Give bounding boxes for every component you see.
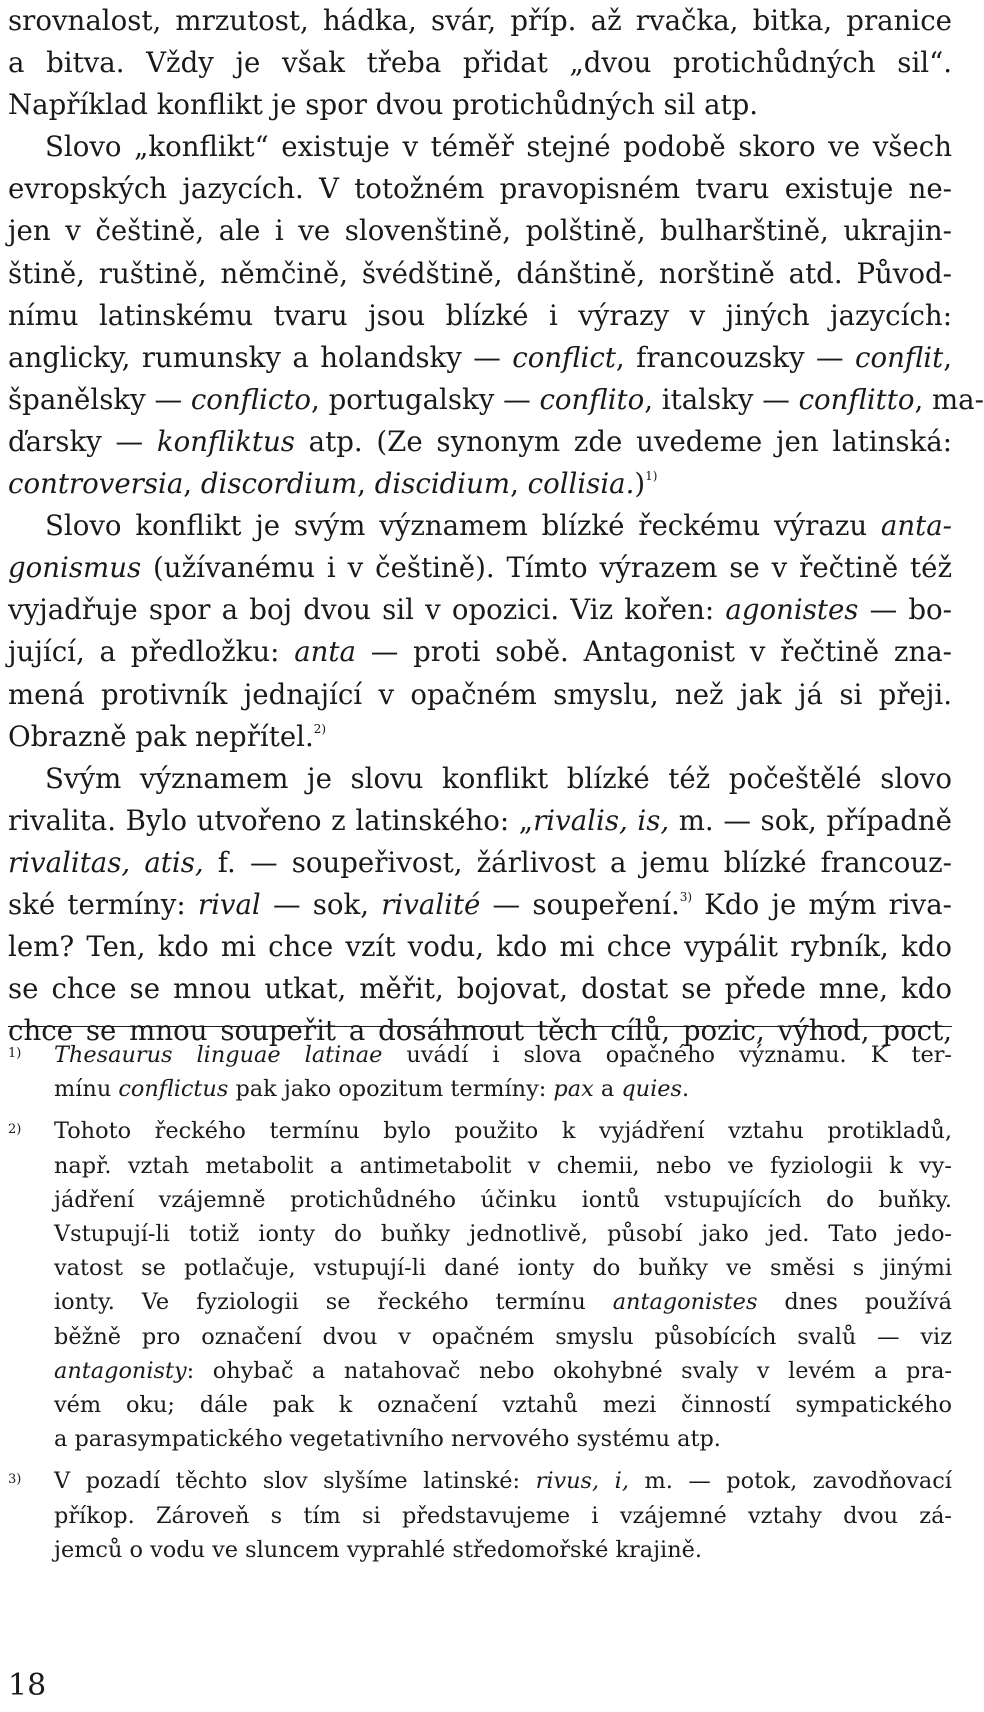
footnote (8, 1038, 952, 1106)
footnote-line (8, 1183, 952, 1217)
footnote (8, 1464, 952, 1567)
italic-term: controversia (8, 467, 184, 501)
italic-term: anta- (880, 509, 952, 543)
text-line (8, 758, 952, 800)
text-run: , ma- (914, 382, 984, 416)
italic-term: rival (197, 887, 261, 921)
text-line (8, 337, 952, 379)
text-run: m. — potok, zavodňovací (628, 1468, 952, 1495)
text-run: např. vztah metabolit a antimetabolit v chemii, nebo ve fyziologii k vy- (54, 1152, 952, 1179)
text-run: Slovo „konflikt“ existuje v téměř stejné podobě skoro ve všech (45, 130, 952, 164)
text-run: a bitva. Vždy je však třeba přidat „dvou protichůdných sil“. (8, 46, 952, 80)
text-run: — bo- (858, 593, 952, 627)
footnote-line (8, 1114, 952, 1148)
text-run: a (593, 1076, 622, 1103)
footnote-line (8, 1217, 952, 1251)
text-line (8, 505, 952, 547)
text-line (8, 968, 952, 1010)
italic-term: collisia. (527, 467, 635, 501)
text-run: jen v češtině, ale i ve slovenštině, polštině, bulharštině, ukrajin- (8, 214, 952, 248)
text-line (8, 800, 952, 842)
text-run: f. — soupeřivost, žárlivost a jemu blízké francouz- (203, 845, 953, 879)
text-run: (užívanému i v češtině). Tímto výrazem se v řečtině též (141, 551, 952, 585)
text-run: ionty. Ve fyziologii se řeckého termínu (54, 1289, 613, 1316)
footnote-line (8, 1354, 952, 1388)
italic-term: conflict (512, 340, 616, 374)
text-run: , portugalsky — (311, 382, 540, 416)
footnote-marker: 2) (8, 1122, 22, 1138)
text-line (8, 379, 984, 421)
text-run: jemců o vodu ve sluncem vyprahlé středomořské krajině. (54, 1536, 702, 1563)
footnote-marker: 3) (8, 1472, 22, 1488)
text-run: chce se mnou soupeřit a dosáhnout těch cílů, pozic, výhod, poct, (8, 1014, 952, 1048)
text-run: příkop. Zároveň s tím si představujeme i vzájemné vztahy dvou zá- (54, 1502, 952, 1529)
text-line (8, 126, 952, 168)
italic-term: antagonisty (54, 1357, 187, 1384)
footnote-ref: 1) (645, 469, 658, 484)
italic-term: Thesaurus linguae latinae (54, 1042, 383, 1068)
page-number: 18 (8, 1668, 47, 1703)
text-run: Kdo je mým riva- (692, 887, 952, 921)
text-run: , (357, 467, 375, 501)
text-run: Vstupují-li totiž ionty do buňky jednotlivě, působí jako jed. Tato jedo- (54, 1220, 952, 1247)
italic-term: antagonistes (612, 1289, 758, 1316)
text-run: ) (634, 467, 646, 501)
text-line (8, 547, 952, 589)
footnote-line (8, 1320, 952, 1354)
text-run: dnes používá (757, 1289, 953, 1316)
text-line (8, 884, 952, 926)
text-run: španělsky — (8, 382, 191, 416)
text-run: běžně pro označení dvou v opačném smyslu působících svalů — viz (54, 1323, 952, 1350)
italic-term: discidium (374, 467, 511, 501)
footnote-line (8, 1251, 952, 1285)
italic-term: anta (294, 635, 356, 669)
italic-term: rivalitas, atis, (8, 845, 204, 879)
italic-term: conflictus (118, 1076, 229, 1103)
text-run: Například konflikt je spor dvou protichůdných sil atp. (8, 88, 759, 122)
text-line (8, 842, 952, 884)
text-line (8, 253, 952, 295)
text-run: evropských jazycích. V totožném pravopisném tvaru existuje ne- (8, 172, 952, 206)
footnote (8, 1114, 952, 1456)
text-run: — sok, (260, 887, 382, 921)
text-line (8, 589, 952, 631)
italic-term: pax (553, 1076, 594, 1103)
text-run: Slovo konflikt je svým významem blízké řeckému výrazu (45, 509, 881, 543)
footnote-line (8, 1422, 952, 1456)
italic-term: rivus, i, (535, 1468, 629, 1495)
footnote-line (8, 1499, 952, 1533)
italic-term: conflito (539, 382, 645, 416)
text-run: ské termíny: (8, 887, 198, 921)
text-line (8, 631, 952, 673)
text-run: , italsky — (644, 382, 799, 416)
footnote-separator (8, 1026, 952, 1027)
text-run: vatost se potlačuje, vstupují-li dané ionty do buňky ve směsi s jinými (54, 1255, 952, 1282)
text-line (8, 210, 952, 252)
italic-term: discordium (200, 467, 358, 501)
text-line (8, 84, 952, 126)
footnote-line (8, 1285, 952, 1319)
text-run: jující, a předložku: (8, 635, 295, 669)
text-run: uvádí i slova opačného významu. K ter- (382, 1042, 952, 1068)
text-run: srovnalost, mrzutost, hádka, svár, příp. až rvačka, bitka, pranice (8, 4, 952, 37)
main-text (8, 0, 984, 1052)
footnote-line (8, 1072, 952, 1106)
text-run: jádření vzájemně protichůdného účinku iontů vstupujících do buňky. (54, 1186, 952, 1213)
text-run: lem? Ten, kdo mi chce vzít vodu, kdo mi chce vypálit rybník, kdo (8, 930, 952, 964)
footnote-line (8, 1388, 952, 1422)
text-run: ďarsky — (8, 424, 157, 458)
text-line (8, 674, 952, 716)
text-run: štině, ruštině, němčině, švédštině, dánštině, norštině atd. Původ- (8, 256, 952, 290)
text-run: mená protivník jednající v opačném smyslu, než jak já si přeji. (8, 677, 952, 711)
text-run: m. — sok, případně (669, 803, 952, 837)
footnote-line (8, 1149, 952, 1183)
footnote-line (8, 1038, 952, 1072)
footnote-marker: 1) (8, 1046, 22, 1061)
text-line (8, 0, 952, 42)
text-run: vém oku; dále pak k označení vztahů mezi činností sympatického (54, 1391, 952, 1418)
text-run: , (943, 340, 952, 374)
text-line (8, 716, 952, 758)
text-run: vyjadřuje spor a boj dvou sil v opozici. Viz kořen: (8, 593, 726, 627)
text-run: , (510, 467, 528, 501)
text-run: Obrazně pak nepřítel. (8, 719, 314, 753)
text-run: Svým významem je slovu konflikt blízké též počeštělé slovo (45, 761, 952, 795)
italic-term: rivalis, is, (533, 803, 670, 837)
italic-term: konfliktus (156, 424, 295, 458)
text-line (8, 168, 952, 210)
text-run: , (183, 467, 201, 501)
text-line (8, 42, 952, 84)
italic-term: rivalité (381, 887, 481, 921)
italic-term: conflitto (798, 382, 915, 416)
italic-term: conflit (855, 340, 944, 374)
text-run: anglicky, rumunsky a holandsky — (8, 340, 513, 374)
italic-term: quies (621, 1076, 682, 1103)
text-line (8, 926, 952, 968)
footnote-ref: 2) (313, 721, 327, 736)
text-run: , francouzsky — (615, 340, 856, 374)
text-run: nímu latinskému tvaru jsou blízké i výrazy v jiných jazycích: (8, 298, 952, 332)
text-run: rivalita. Bylo utvořeno z latinského: „ (8, 803, 534, 837)
footnote-line (8, 1533, 952, 1567)
text-run: — soupeření. (480, 887, 680, 921)
text-run: : ohybač a natahovač nebo okohybné svaly v levém a pra- (186, 1357, 952, 1384)
text-run: V pozadí těchto slov slyšíme latinské: (54, 1468, 536, 1495)
text-line (8, 295, 952, 337)
footnote-ref: 3) (679, 889, 693, 904)
text-line (8, 463, 952, 505)
text-run: mínu (54, 1076, 119, 1103)
text-run: pak jako opozitum termíny: (228, 1076, 554, 1103)
text-run: a parasympatického vegetativního nervového systému atp. (54, 1426, 721, 1453)
text-run: — proti sobě. Antagonist v řečtině zna- (355, 635, 952, 669)
text-run: se chce se mnou utkat, měřit, bojovat, dostat se přede mne, kdo (8, 972, 952, 1006)
italic-term: agonistes (725, 593, 859, 627)
text-run: . (681, 1076, 690, 1103)
italic-term: gonismus (8, 551, 142, 585)
text-run: atp. (Ze synonym zde uvedeme jen latinská: (294, 424, 952, 458)
text-run: Tohoto řeckého termínu bylo použito k vyjádření vztahu protikladů, (54, 1118, 952, 1145)
italic-term: conflicto (190, 382, 312, 416)
text-line (8, 421, 952, 463)
footnote-line (8, 1464, 952, 1498)
